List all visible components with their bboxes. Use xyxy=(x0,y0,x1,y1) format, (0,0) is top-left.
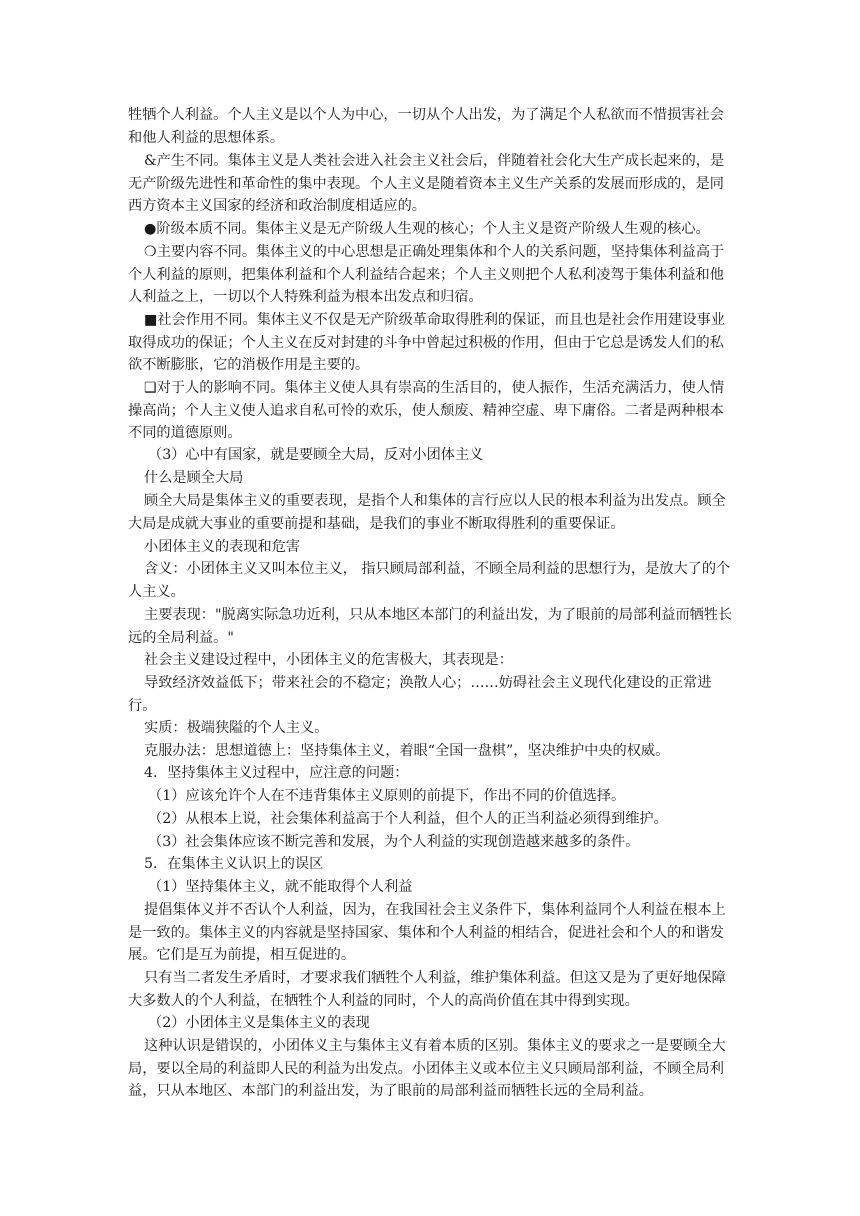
section-heading: 4．坚持集体主义过程中，应注意的问题： xyxy=(144,765,409,781)
paragraph: 社会主义建设过程中，小团体主义的危害极大，其表现是： xyxy=(144,652,513,668)
paragraph: ❍主要内容不同。集体主义的中心思想是正确处理集体和个人的关系问题，坚持集体利益高于个人利益的原则，把集体利益和个人利益结合起来；个人主义则把个人私利凌驾于集体利益和他人利益之上，一切以个人特殊利益为根本出发点和归宿。 xyxy=(128,244,725,306)
paragraph: 主要表现："脱离实际急功近利，只从本地区本部门的利益出发，为了眼前的局部利益而牺牲长远的全局利益。" xyxy=(128,607,733,646)
paragraph: 提倡集体义并不否认个人利益，因为，在我国社会主义条件下，集体利益同个人利益在根本上是一致的。集体主义的内容就是坚持国家、集体和个人利益的相结合，促进社会和个人的和谐发展。它们是互为前提，相互促进的。 xyxy=(128,902,726,964)
paragraph: 顾全大局是集体主义的重要表现，是指个人和集体的言行应以人民的根本利益为出发点。顾全大局是成就大事业的重要前提和基础，是我们的事业不断取得胜利的重要保证。 xyxy=(128,493,726,532)
paragraph: 导致经济效益低下；带来社会的不稳定；涣散人心；……妨碍社会主义现代化建设的正常进行。 xyxy=(128,675,712,714)
paragraph: 克服办法：思想道德上：坚持集体主义，着眼“全国一盘棋”，坚决维护中央的权威。 xyxy=(144,743,670,759)
subheading: 什么是顾全大局 xyxy=(144,470,244,486)
subheading: 小团体主义的表现和危害 xyxy=(144,539,301,555)
paragraph: 含义：小团体主义又叫本位主义， 指只顾局部利益，不顾全局利益的思想行为，是放大了的个人主义。 xyxy=(128,561,731,600)
paragraph: 只有当二者发生矛盾时，才要求我们牺牲个人利益，维护集体利益。但这又是为了更好地保障大多数人的个人利益，在牺牲个人利益的同时，个人的高尚价值在其中得到实现。 xyxy=(128,970,726,1009)
list-item: （2）从根本上说，社会集体利益高于个人利益，但个人的正当利益必须得到维护。 xyxy=(148,811,668,827)
paragraph: 牲牺个人利益。个人主义是以个人为中心，一切从个人出发，为了满足个人私欲而不惜损害社会和他人利益的思想体系。 xyxy=(128,107,724,146)
paragraph: 实质：极端狭隘的个人主义。 xyxy=(144,720,329,736)
subheading: （2）小团体主义是集体主义的表现 xyxy=(148,1015,370,1031)
subheading: （3）心中有国家，就是要顾全大局，反对小团体主义 xyxy=(148,447,484,463)
paragraph: ●阶级本质不同。集体主义是无产阶级人生观的核心；个人主义是资产阶级人生观的核心。 xyxy=(144,221,710,237)
paragraph: &产生不同。集体主义是人类社会进入社会主义社会后，伴随着社会化大生产成长起来的，是无产阶级先进性和革命性的集中表现。个人主义是随着资本主义生产关系的发展而形成的，是同西方资本主义国家的经济和政治制度相适应的。 xyxy=(128,153,725,215)
paragraph: 这种认识是错误的，小团体义主与集体主义有着本质的区别。集体主义的要求之一是要顾全大局，要以全局的利益即人民的利益为出发点。小团体主义或本位主义只顾局部利益，不顾全局利益，只从本地区、本部门的利益出发，为了眼前的局部利益而牺牲长远的全局利益。 xyxy=(128,1038,726,1100)
subheading: （1）坚持集体主义，就不能取得个人利益 xyxy=(148,879,413,895)
paragraph: ■社会作用不同。集体主义不仅是无产阶级革命取得胜利的保证，而且也是社会作用建设事业取得成功的保证；个人主义在反对封建的斗争中曾起过积极的作用，但由于它总是诱发人们的私欲不断膨胀，它的消极作用是主要的。 xyxy=(128,312,725,374)
list-item: （3）社会集体应该不断完善和发展，为个人利益的实现创造越来越多的条件。 xyxy=(148,834,640,850)
list-item: （1）应该允许个人在不违背集体主义原则的前提下，作出不同的价值选择。 xyxy=(148,788,626,804)
paragraph: ❑对于人的影响不同。集体主义使人具有崇高的生活目的，使人振作，生活充满活力，使人情操高尚；个人主义使人追求自私可怜的欢乐，使人颓废、精神空虚、卑下庸俗。二者是两种根本不同的道德原则。 xyxy=(128,380,725,442)
section-heading: 5．在集体主义认识上的误区 xyxy=(144,856,324,872)
